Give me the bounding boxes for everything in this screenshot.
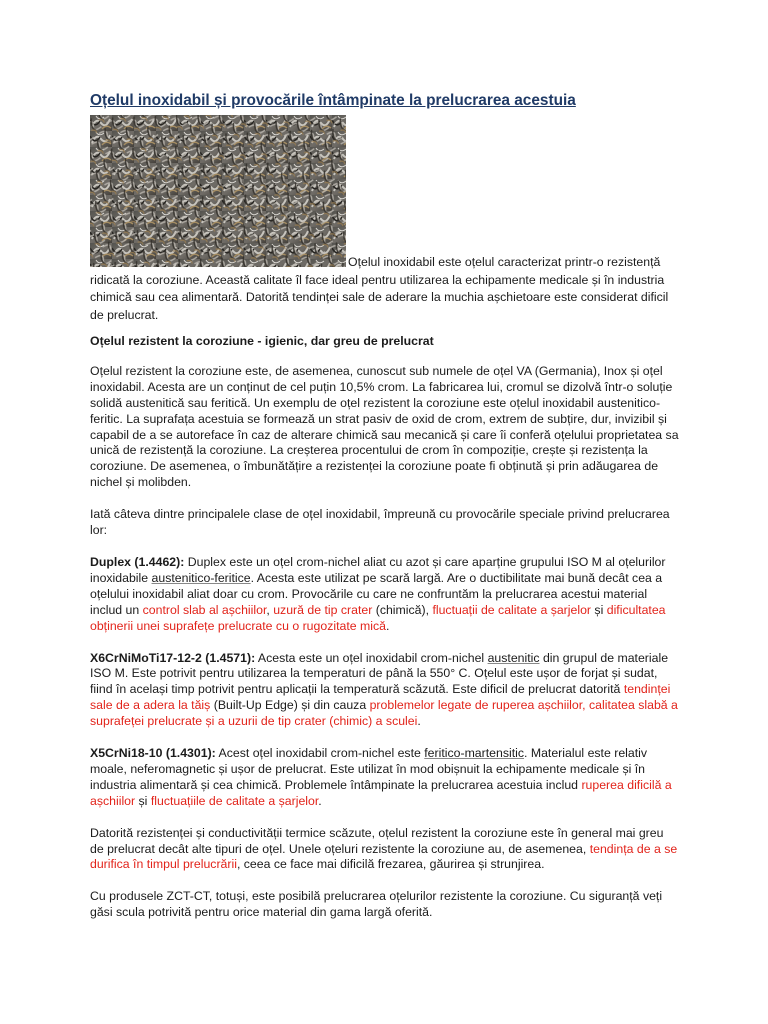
duplex-paragraph: Duplex (1.4462): Duplex este un oțel crom-nichel aliat cu azot și care aparține grupului ISO M al oțelurilor inoxidabile austenitico-feritice. Acesta este utilizat pe scară largă. Are o ductibilitate mai bună decât cea a oțelului inoxidabil aliat doar cu crom. Provocările cu care ne confruntăm la prelucrarea acestui material includ un control slab al așchiilor, uzură de tip crater (chimică), fluctuații de calitate a șarjelor și dificultatea obținerii unei suprafețe prelucrate cu o rugozitate mică. bbox=[90, 554, 666, 633]
photo-spacer bbox=[90, 265, 348, 266]
x5-paragraph: X5CrNi18-10 (1.4301): Acest oțel inoxidabil crom-nichel este feritico-martensitic. Materialul este relativ moale, neferomagnetic și ușor de prelucrat. Este utilizat în mod obișnuit la echipamente medicale și în industria alimentară și cea chimică. Problemele întâmpinate la prelucrarea acestuia includ ruperea dificilă a așchiilor și fluctuațiile de calitate a șarjelor. bbox=[90, 746, 672, 808]
intro-paragraph: Oțelul inoxidabil este oțelul caracterizat printr-o rezistență ridicată la coroziune. Această calitate îl face ideal pentru utilizarea la echipamente medicale și în industria chimică sau cea alimentară. Datorită tendinței sale de aderare la muchia așchietoare este considerat dificil de prelucrat. bbox=[90, 255, 669, 322]
section-paragraph-1: Oțelul rezistent la coroziune este, de asemenea, cunoscut sub numele de oțel VA (Germania), Inox și oțel inoxidabil. Acesta are un conținut de cel puțin 10,5% crom. La fabricarea lui, cromul se dizolvă într-o soluție solidă austenitică sau feritică. Un exemplu de oțel rezistent la coroziune este oțelul inoxidabil austenitico-feritic. La suprafața acestuia se formează un strat pasiv de oxid de crom, extrem de subțire, dur, invizibil și capabil de a se autoreface în caz de alterare chimică sau mecanică și care îi conferă oțelului proprietatea sa unică de rezistență la coroziune. La creșterea procentului de crom în compoziție, crește și rezistența la coroziune. De asemenea, o îmbunătățire a rezistenței la coroziune poate fi obținută și prin adăugarea de nichel și molibden. bbox=[90, 363, 679, 490]
page-title: Oțelul inoxidabil și provocările întâmpinate la prelucrarea acestuia bbox=[90, 92, 576, 109]
x5-link-feritico-martensitic[interactable]: feritico-martensitic bbox=[424, 746, 525, 761]
x6-link-austenitic[interactable]: austenitic bbox=[487, 650, 540, 665]
section-paragraph-2: Iată câteva dintre principalele clase de oțel inoxidabil, împreună cu provocările speciale privind prelucrarea lor: bbox=[90, 507, 670, 538]
duplex-link-austenitico-feritice[interactable]: austenitico-feritice bbox=[151, 570, 251, 585]
duplex-highlight-1: control slab al așchiilor bbox=[142, 602, 267, 617]
x6-highlight-2: problemelor legate de ruperea așchiilor, calitatea slabă a suprafeței prelucrate și a uzurii de tip crater (chimic) a sculei bbox=[90, 698, 678, 729]
duplex-highlight-2: uzură de tip crater bbox=[273, 602, 373, 617]
article-body bbox=[90, 334, 680, 937]
final-paragraph: Cu produsele ZCT-CT, totuși, este posibilă prelucrarea oțelurilor rezistente la coroziune. Cu siguranță veți găsi scula potrivită pentru orice material din gama largă oferită. bbox=[90, 889, 663, 920]
closing-highlight: tendința de a se durifica în timpul prelucrării bbox=[90, 841, 678, 872]
steel-shavings-photo bbox=[90, 115, 346, 267]
x5-highlight-1: ruperea dificilă a așchiilor bbox=[90, 777, 672, 808]
section-heading: Oțelul rezistent la coroziune - igienic, dar greu de prelucrat bbox=[90, 334, 434, 348]
x6-label: X6CrNiMoTi17-12-2 (1.4571): bbox=[90, 650, 256, 665]
x5-label: X5CrNi18-10 (1.4301): bbox=[90, 746, 216, 761]
x6-highlight-1: tendinței sale de a adera la tăiș bbox=[90, 682, 671, 713]
duplex-highlight-3: fluctuații de calitate a șarjelor bbox=[432, 602, 592, 617]
duplex-label: Duplex (1.4462): bbox=[90, 554, 185, 569]
x6-paragraph: X6CrNiMoTi17-12-2 (1.4571): Acesta este un oțel inoxidabil crom-nichel austenitic din grupul de materiale ISO M. Este potrivit pentru utilizarea la temperaturi de până la 550° C. Oțelul este ușor de forjat și sudat, fiind în același timp potrivit pentru aplicații la temperatură scăzută. Este dificil de prelucrat datorită tendinței sale de a adera la tăiș (Built-Up Edge) și din cauza problemelor legate de ruperea așchiilor, calitatea slabă a suprafeței prelucrate și a uzurii de tip crater (chimic) a sculei. bbox=[90, 650, 678, 729]
steel-shavings-image bbox=[90, 115, 346, 267]
duplex-highlight-4: dificultatea obținerii unei suprafețe prelucrate cu o rugozitate mică bbox=[90, 602, 666, 633]
x5-highlight-2: fluctuațiile de calitate a șarjelor bbox=[150, 793, 319, 808]
closing-paragraph: Datorită rezistenței și conductivității termice scăzute, oțelul rezistent la coroziune este în general mai greu de prelucrat decât alte tipuri de oțel. Unele oțeluri rezistente la coroziune au, de asemenea, tendința de a se durifica în timpul prelucrării, ceea ce face mai dificilă frezarea, găurirea și strunjirea. bbox=[90, 825, 678, 872]
